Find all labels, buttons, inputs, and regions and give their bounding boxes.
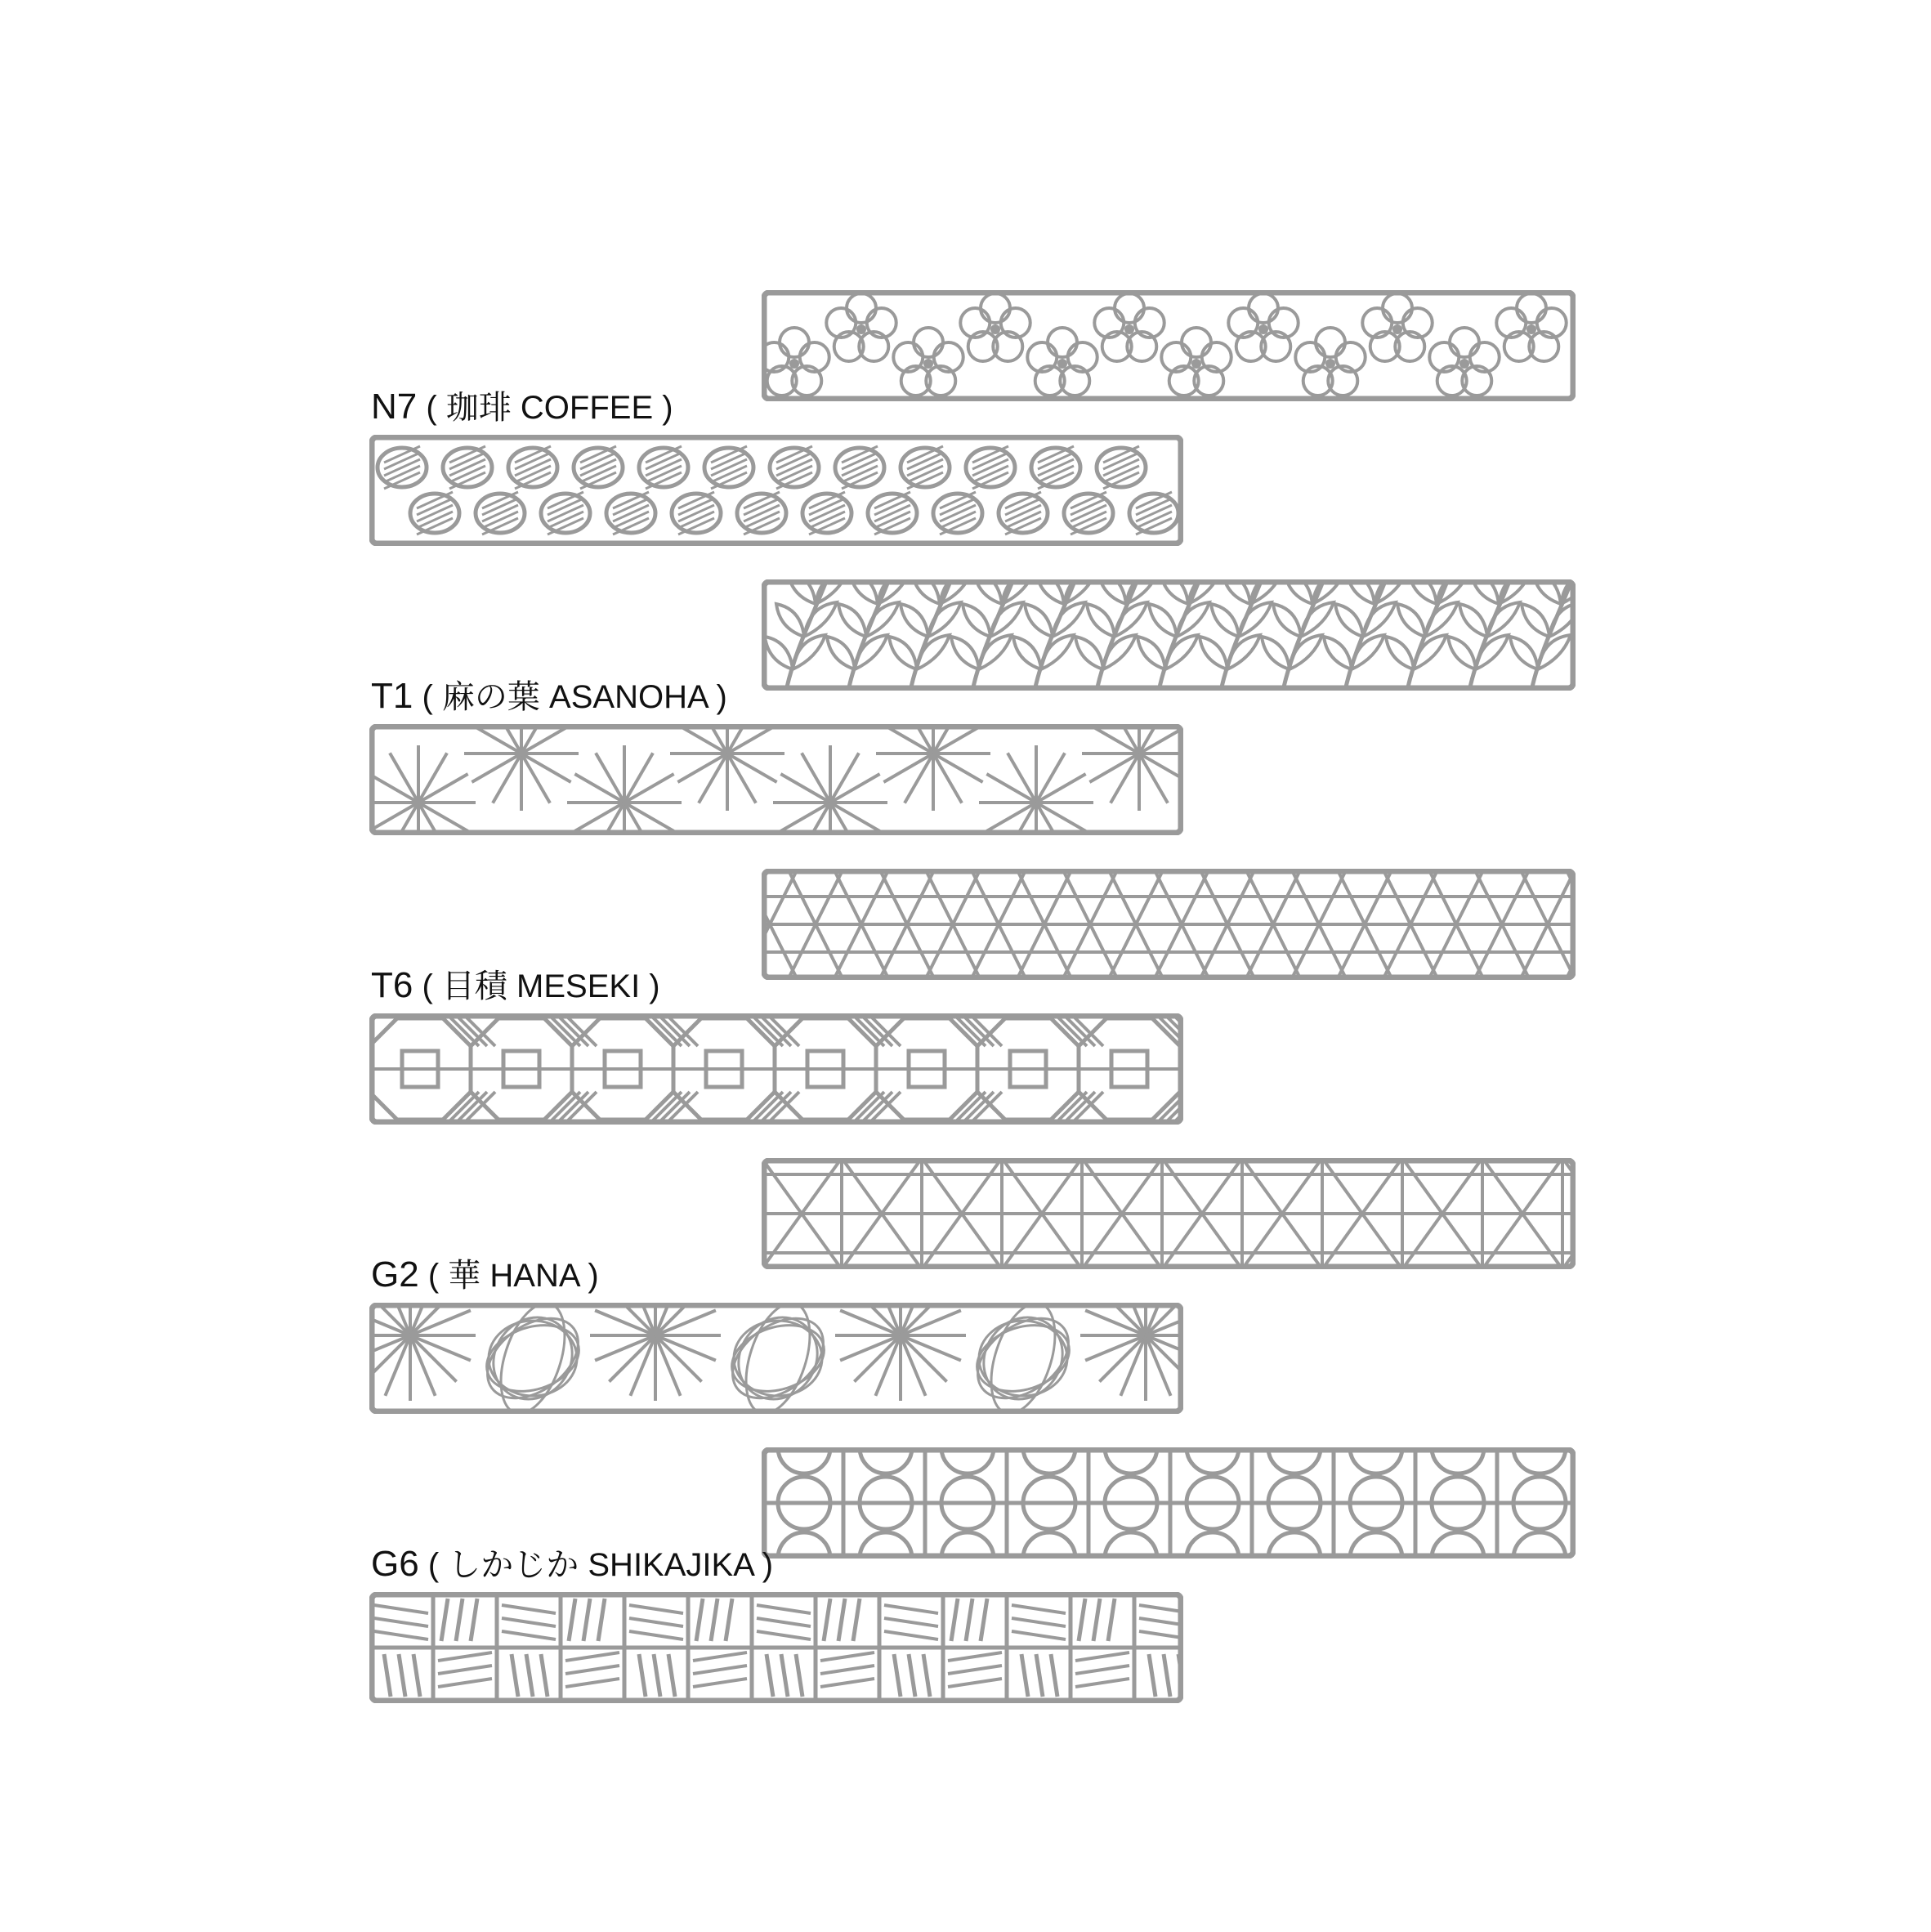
mutsume-lattice-motif [762, 1158, 1576, 1269]
open-paren: ( [413, 679, 442, 715]
sakura-flowers-motif [762, 290, 1576, 401]
pattern-panel-n1 [762, 290, 1576, 401]
close-paren: ) [653, 390, 673, 426]
pattern-name: COFFEE [520, 390, 654, 426]
close-paren: ) [579, 1258, 599, 1294]
pattern-code: N7 [371, 387, 418, 427]
pattern-panel-g6 [369, 1592, 1183, 1703]
pattern-japanese-name: 目積 [441, 968, 507, 1004]
shikajika-slats-motif [369, 1592, 1183, 1703]
close-paren: ) [640, 968, 660, 1004]
pattern-label-g6 [371, 1546, 773, 1582]
pattern-japanese-name: 麻の葉 [441, 679, 540, 715]
close-paren: ) [753, 1547, 774, 1583]
pattern-code: T6 [371, 965, 413, 1005]
pattern-name: HANA [489, 1258, 579, 1294]
pattern-panel-g2 [369, 1303, 1183, 1414]
pattern-panel-t8 [762, 1158, 1576, 1269]
pattern-panel-t4 [762, 869, 1576, 980]
tea-leaves-motif [762, 579, 1576, 691]
pattern-panel-n7 [369, 435, 1183, 546]
open-paren: ( [417, 390, 446, 426]
open-paren: ( [418, 1547, 449, 1583]
pattern-panel-g5 [762, 1447, 1576, 1559]
asanoha-stars-motif [369, 724, 1183, 835]
pattern-label-g2 [371, 1254, 599, 1295]
pattern-panel-t6 [369, 1013, 1183, 1125]
pattern-japanese-name: 珈琲 [445, 390, 512, 426]
coffee-beans-motif [369, 435, 1183, 546]
pattern-name: MESEKI [516, 968, 641, 1004]
pattern-name: SHIKAJIKA [588, 1547, 753, 1583]
hana-starbursts-motif [369, 1303, 1183, 1414]
goma-lattice-motif [762, 869, 1576, 980]
pattern-panel-n8 [762, 579, 1576, 691]
kakukaku-arcs-motif [762, 1447, 1576, 1559]
pattern-name: ASANOHA [549, 679, 708, 715]
open-paren: ( [413, 968, 442, 1004]
pattern-panel-t1 [369, 724, 1183, 835]
pattern-code: G2 [371, 1254, 419, 1295]
pattern-label-t1 [371, 678, 727, 714]
pattern-label-n7 [371, 389, 673, 425]
pattern-code: T1 [371, 676, 413, 716]
meseki-octagons-motif [369, 1013, 1183, 1125]
close-paren: ) [707, 679, 727, 715]
pattern-japanese-name: 華 [448, 1258, 481, 1294]
pattern-label-t6 [371, 965, 660, 1005]
open-paren: ( [418, 1258, 449, 1294]
pattern-japanese-name: しかじか [448, 1547, 579, 1583]
pattern-code: G6 [371, 1544, 419, 1584]
